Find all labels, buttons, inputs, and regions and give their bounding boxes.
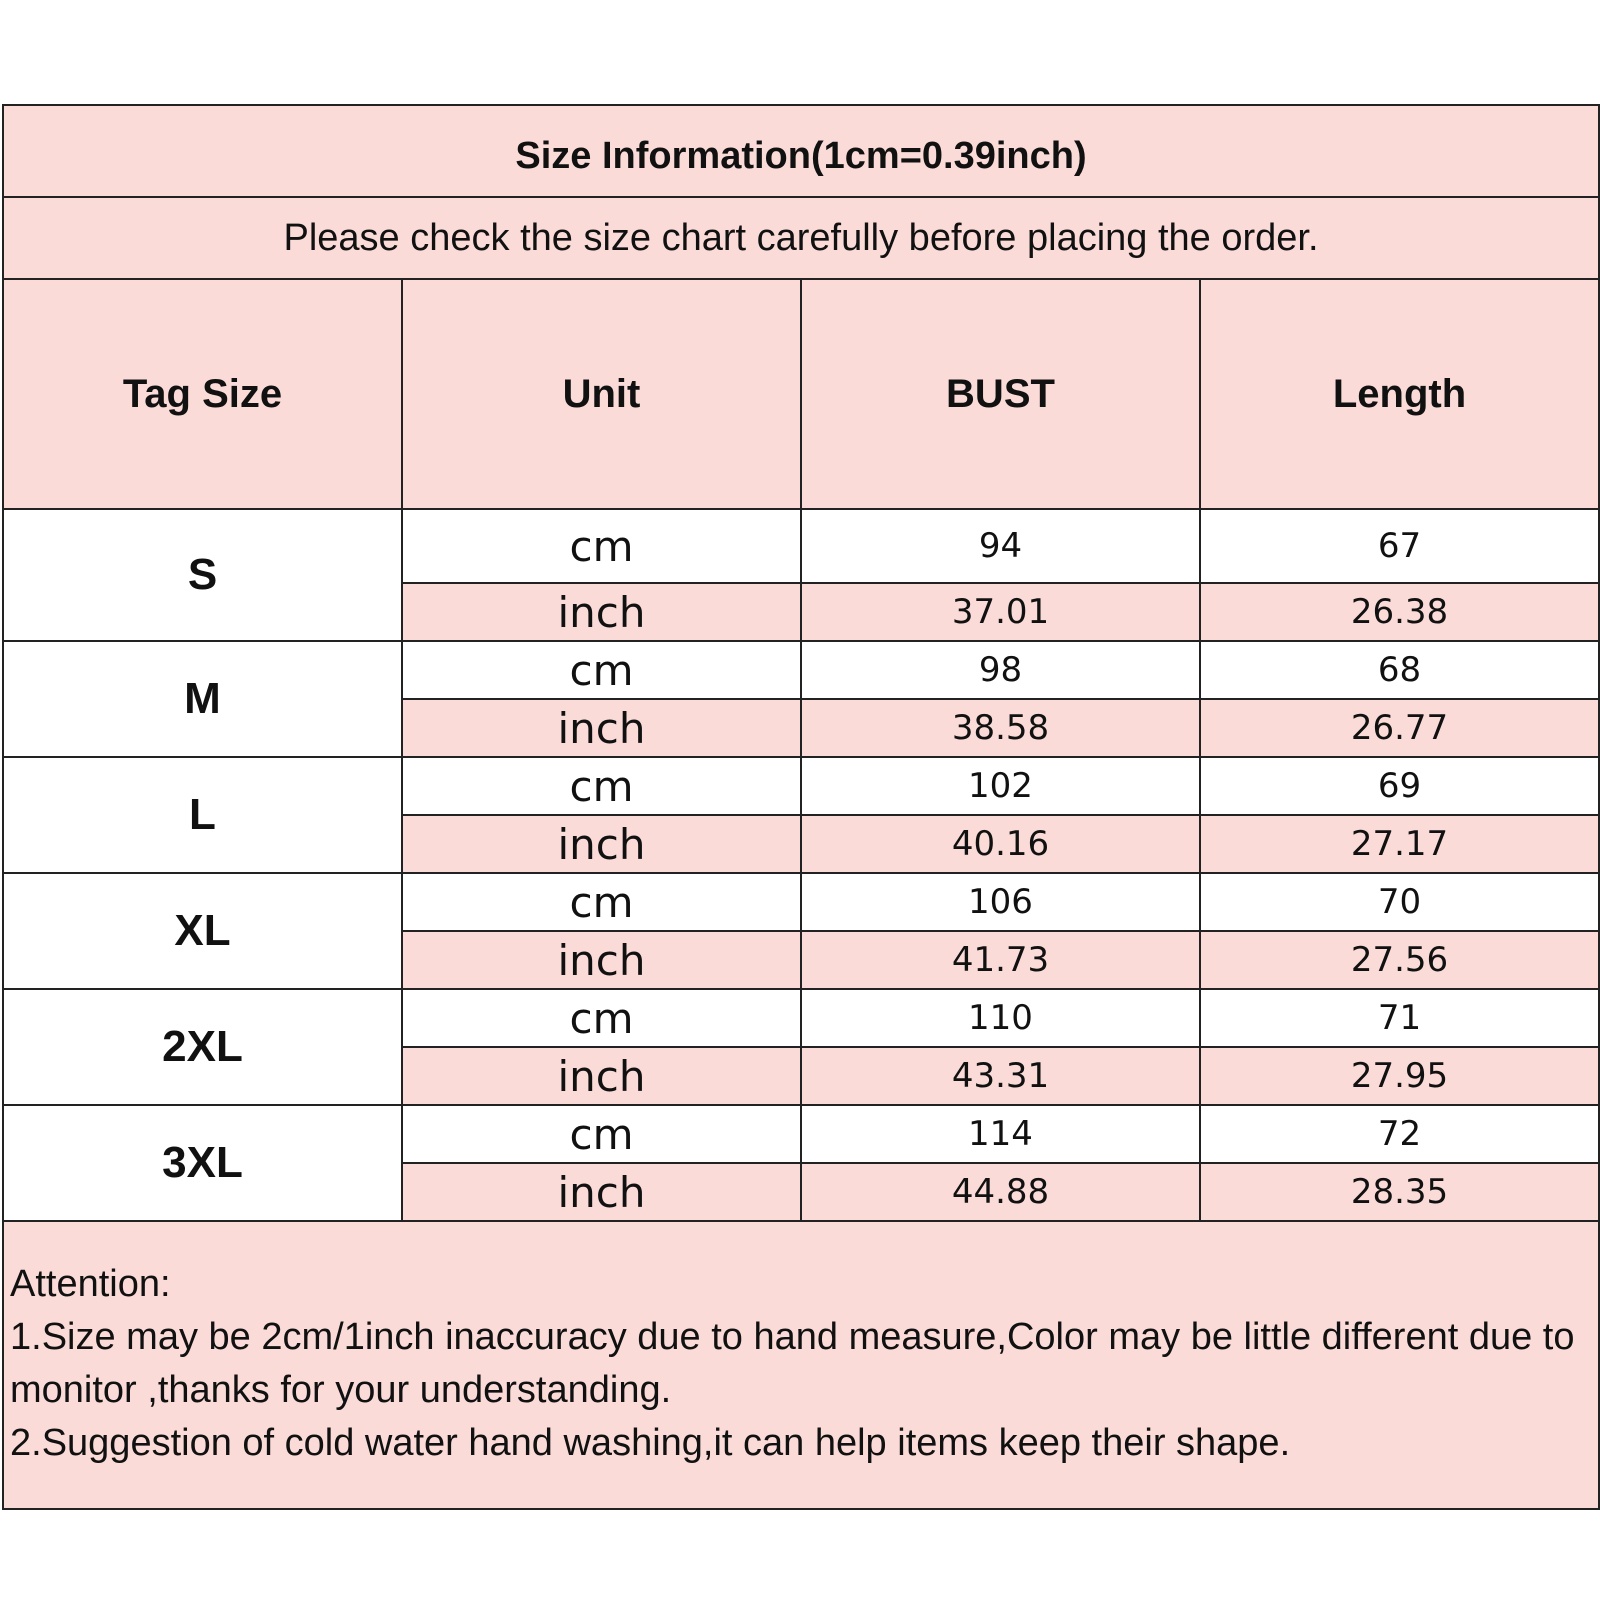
unit-cell-inch: inch bbox=[402, 931, 801, 989]
bust-cm-cell: 110 bbox=[801, 989, 1200, 1047]
unit-cell-cm: cm bbox=[402, 757, 801, 815]
bust-cm-cell: 102 bbox=[801, 757, 1200, 815]
attention-notes bbox=[3, 1221, 1599, 1509]
subtitle-row bbox=[3, 197, 1599, 279]
size-table bbox=[2, 104, 1600, 1510]
length-cm-cell: 70 bbox=[1200, 873, 1599, 931]
title-row bbox=[3, 105, 1599, 197]
tag-size-cell: 3XL bbox=[3, 1105, 402, 1221]
length-inch-cell: 28.35 bbox=[1200, 1163, 1599, 1221]
unit-cell-cm: cm bbox=[402, 641, 801, 699]
unit-cell-cm: cm bbox=[402, 509, 801, 583]
unit-cell-cm: cm bbox=[402, 873, 801, 931]
bust-inch-cell: 38.58 bbox=[801, 699, 1200, 757]
length-inch-cell: 27.95 bbox=[1200, 1047, 1599, 1105]
length-inch-cell: 26.38 bbox=[1200, 583, 1599, 641]
size-chart bbox=[2, 104, 1597, 1495]
table-row bbox=[3, 989, 1599, 1047]
tag-size-cell: 2XL bbox=[3, 989, 402, 1105]
unit-cell-cm: cm bbox=[402, 989, 801, 1047]
header-unit: Unit bbox=[402, 279, 801, 509]
bust-inch-cell: 41.73 bbox=[801, 931, 1200, 989]
unit-cell-cm: cm bbox=[402, 1105, 801, 1163]
header-tag-size: Tag Size bbox=[3, 279, 402, 509]
bust-inch-cell: 43.31 bbox=[801, 1047, 1200, 1105]
bust-inch-cell: 40.16 bbox=[801, 815, 1200, 873]
unit-cell-inch: inch bbox=[402, 815, 801, 873]
table-row bbox=[3, 641, 1599, 699]
bust-cm-cell: 114 bbox=[801, 1105, 1200, 1163]
unit-cell-inch: inch bbox=[402, 583, 801, 641]
tag-size-cell: S bbox=[3, 509, 402, 641]
length-cm-cell: 69 bbox=[1200, 757, 1599, 815]
length-inch-cell: 27.17 bbox=[1200, 815, 1599, 873]
length-inch-cell: 27.56 bbox=[1200, 931, 1599, 989]
header-bust: BUST bbox=[801, 279, 1200, 509]
header-row bbox=[3, 279, 1599, 509]
table-title: Size Information(1cm=0.39inch) bbox=[3, 105, 1599, 197]
bust-cm-cell: 98 bbox=[801, 641, 1200, 699]
length-cm-cell: 67 bbox=[1200, 509, 1599, 583]
bust-inch-cell: 44.88 bbox=[801, 1163, 1200, 1221]
table-row bbox=[3, 509, 1599, 583]
attention-line-1: 1.Size may be 2cm/1inch inaccuracy due to hand measure,Color may be little different due to monitor ,thanks for your understanding. bbox=[10, 1316, 1575, 1411]
notes-row bbox=[3, 1221, 1599, 1509]
unit-cell-inch: inch bbox=[402, 699, 801, 757]
unit-cell-inch: inch bbox=[402, 1047, 801, 1105]
tag-size-cell: L bbox=[3, 757, 402, 873]
length-inch-cell: 26.77 bbox=[1200, 699, 1599, 757]
table-row bbox=[3, 757, 1599, 815]
header-length: Length bbox=[1200, 279, 1599, 509]
tag-size-cell: M bbox=[3, 641, 402, 757]
length-cm-cell: 68 bbox=[1200, 641, 1599, 699]
length-cm-cell: 71 bbox=[1200, 989, 1599, 1047]
unit-cell-inch: inch bbox=[402, 1163, 801, 1221]
length-cm-cell: 72 bbox=[1200, 1105, 1599, 1163]
bust-inch-cell: 37.01 bbox=[801, 583, 1200, 641]
tag-size-cell: XL bbox=[3, 873, 402, 989]
bust-cm-cell: 106 bbox=[801, 873, 1200, 931]
table-row bbox=[3, 873, 1599, 931]
table-row bbox=[3, 1105, 1599, 1163]
attention-heading: Attention: bbox=[10, 1263, 171, 1305]
attention-line-2: 2.Suggestion of cold water hand washing,it can help items keep their shape. bbox=[10, 1422, 1291, 1464]
table-subtitle: Please check the size chart carefully before placing the order. bbox=[3, 197, 1599, 279]
bust-cm-cell: 94 bbox=[801, 509, 1200, 583]
